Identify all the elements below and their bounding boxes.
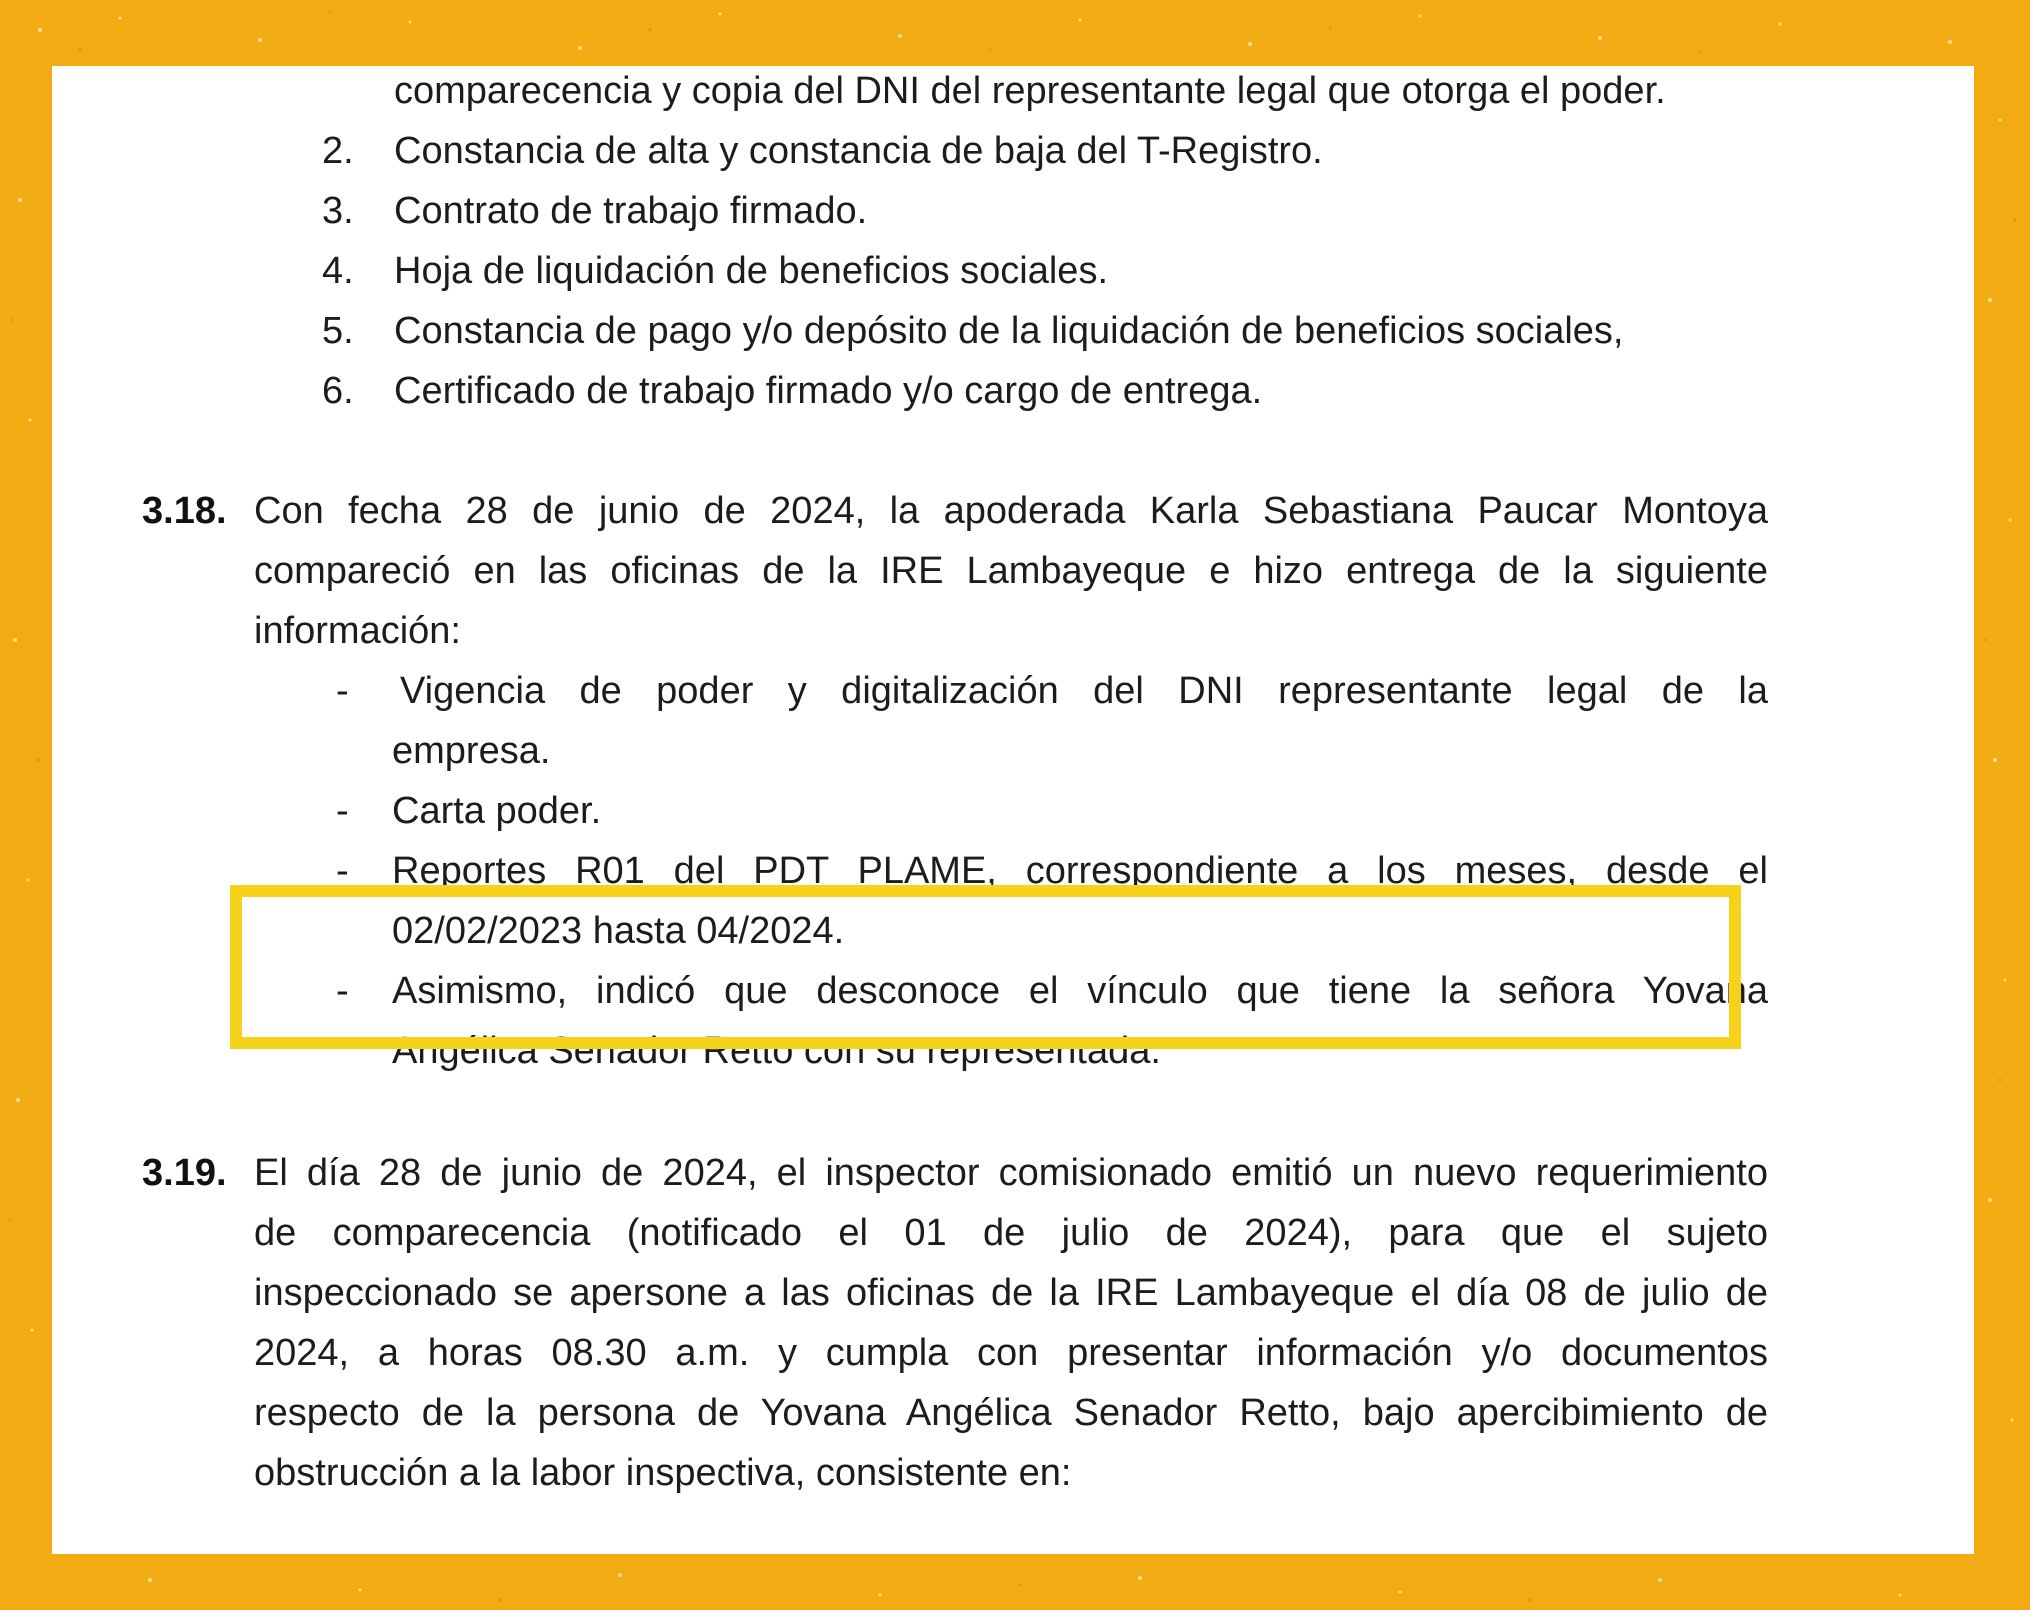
list-item-number: 2. xyxy=(322,130,354,172)
section-number-3-19: 3.19. xyxy=(142,1152,227,1194)
bullet-dash: - xyxy=(336,970,349,1012)
bullet-dash: - xyxy=(336,850,349,892)
bullet-text-line: empresa. xyxy=(392,730,551,772)
section-3-19-line: El día 28 de junio de 2024, el inspector comisionado emitió un nuevo requerimiento xyxy=(254,1152,1768,1194)
document-page xyxy=(52,66,1974,1554)
section-3-19-line: inspeccionado se apersone a las oficinas de la IRE Lambayeque el día 08 de julio de xyxy=(254,1272,1768,1314)
section-3-19-line: de comparecencia (notificado el 01 de julio de 2024), para que el sujeto xyxy=(254,1212,1768,1254)
section-3-18-line: Con fecha 28 de junio de 2024, la apoderada Karla Sebastiana Paucar Montoya xyxy=(254,490,1768,532)
list-item-text: Contrato de trabajo firmado. xyxy=(394,190,868,232)
list-item-text: Hoja de liquidación de beneficios sociales. xyxy=(394,250,1109,292)
highlighted-bullet-line: Angélica Senador Retto con su representada. xyxy=(392,1030,1161,1072)
highlighted-bullet-line: Asimismo, indicó que desconoce el vínculo que tiene la señora Yovana xyxy=(392,970,1768,1012)
bullet-text-line: Reportes R01 del PDT PLAME, correspondiente a los meses, desde el xyxy=(392,850,1768,892)
highlight-box xyxy=(230,885,1741,1049)
list-item-number: 3. xyxy=(322,190,354,232)
list-item-number: 5. xyxy=(322,310,354,352)
list-item-number: 6. xyxy=(322,370,354,412)
section-3-18-line: información: xyxy=(254,610,461,652)
list-item-text: Constancia de pago y/o depósito de la liquidación de beneficios sociales, xyxy=(394,310,1624,352)
section-number-3-18: 3.18. xyxy=(142,490,227,532)
bullet-text-line: Carta poder. xyxy=(392,790,602,832)
bullet-dash: - xyxy=(336,790,349,832)
section-3-19-line: 2024, a horas 08.30 a.m. y cumpla con presentar información y/o documentos xyxy=(254,1332,1768,1374)
bullet-text-line: 02/02/2023 hasta 04/2024. xyxy=(392,910,845,952)
bullet-text-line: Vigencia de poder y digitalización del DNI representante legal de la xyxy=(400,670,1768,712)
bullet-dash: - xyxy=(336,670,349,712)
section-3-18-line: compareció en las oficinas de la IRE Lambayeque e hizo entrega de la siguiente xyxy=(254,550,1768,592)
list-item-text: Constancia de alta y constancia de baja del T-Registro. xyxy=(394,130,1323,172)
section-3-19-line: respecto de la persona de Yovana Angélica Senador Retto, bajo apercibimiento de xyxy=(254,1392,1768,1434)
list-continuation-line: comparecencia y copia del DNI del representante legal que otorga el poder. xyxy=(394,70,1666,112)
list-item-number: 4. xyxy=(322,250,354,292)
section-3-19-line: obstrucción a la labor inspectiva, consistente en: xyxy=(254,1452,1072,1494)
list-item-text: Certificado de trabajo firmado y/o cargo de entrega. xyxy=(394,370,1263,412)
